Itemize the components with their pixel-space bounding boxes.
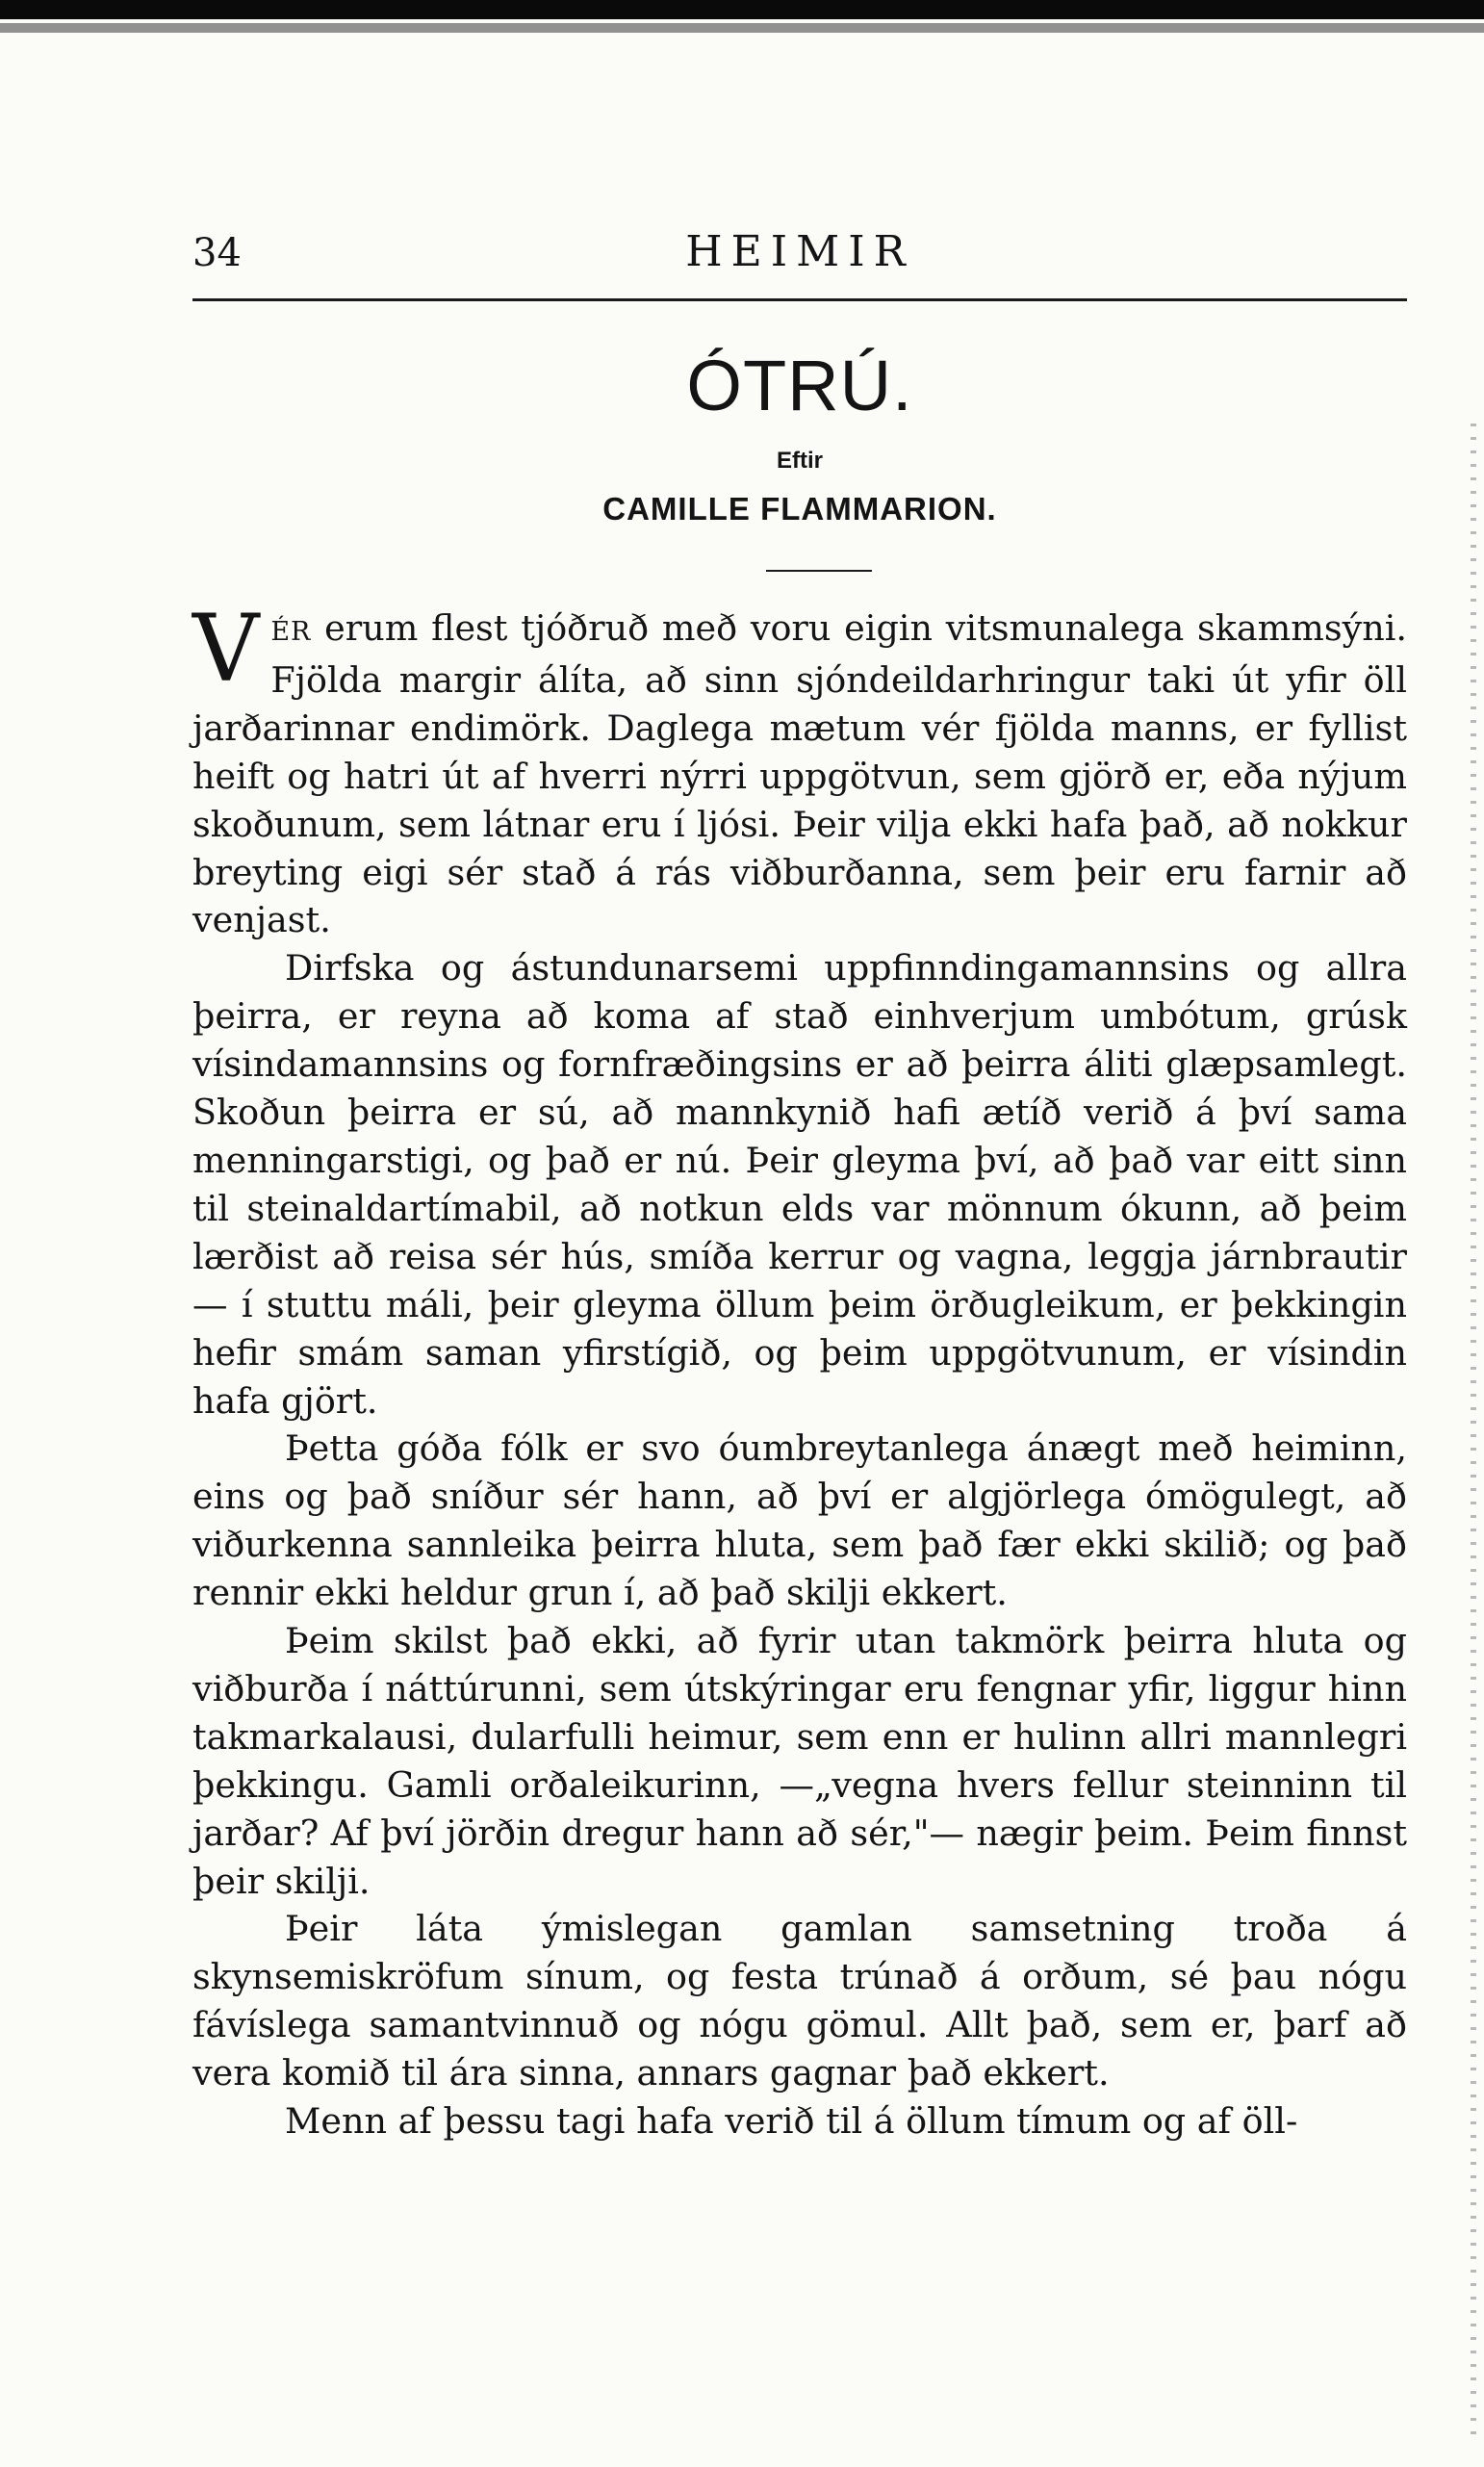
- byline-prefix: Eftir: [777, 448, 823, 474]
- paragraph: [192, 595, 1407, 944]
- running-title: HEIMIR: [685, 227, 914, 276]
- scan-top-shadow: [0, 23, 1484, 33]
- author-name: CAMILLE FLAMMARION.: [602, 491, 997, 527]
- page-number: 34: [192, 231, 242, 275]
- paragraph: Þeim skilst það ekki, að fyrir utan takmörk þeirra hluta og viðburða í náttúrunni, sem útskýringar eru fengnar yfir, liggur hinn takmarkalausi, dularfulli heimur, sem enn er hulinn allri mannlegri þekkingu. Gamli orðaleikurinn, —„vegna hvers fellur steinninn til jarðar? Af því jörðin dregur hann að sér,"— nægir þeim. Þeim finnst þeir skilji.: [192, 1620, 1407, 1902]
- running-header: [192, 223, 1407, 291]
- title-separator: [766, 570, 872, 572]
- article-body: [192, 595, 1407, 2146]
- paragraph: Þetta góða fólk er svo óumbreytanlega ánægt með heiminn, eins og það sníður sér hann, að því er algjörlega ómögulegt, að viðurkenna sannleika þeirra hluta, sem það fær ekki skilið; og það rennir ekki heldur grun í, að það skilji ekkert.: [192, 1427, 1407, 1614]
- paragraph: Dirfska og ástundunarsemi uppfinndingamannsins og allra þeirra, er reyna að koma af stað einhverjum umbótum, grúsk vísindamannsins og fornfræðingsins er að þeirra áliti glæpsamlegt. Skoðun þeirra er sú, að mannkynið hafi ætíð verið á því sama menningarstigi, og það er nú. Þeir gleyma því, að það var eitt sinn til steinaldartímabil, að notkun elds var mönnum ókunn, að þeim lærðist að reisa sér hús, smíða kerrur og vagna, leggja járnbrautir — í stuttu máli, þeir gleyma öllum þeim örðugleikum, er þekkingin hefir smám saman yfirstígið, og þeim uppgötvunum, er vísindin hafa gjört.: [192, 947, 1407, 1422]
- paragraph-text: erum flest tjóðruð með voru eigin vitsmunalega skammsýni. Fjölda margir álíta, að sinn sjóndeildarhringur taki út yfir öll jarðarinnar endimörk. Daglega mætum vér fjölda manns, er fyllist heift og hatri út af hverri nýrri uppgötvun, sem gjörð er, eða nýjum skoðunum, sem látnar eru í ljósi. Þeir vilja ekki hafa það, að nokkur breyting eigi sér stað á rás viðburðanna, sem þeir eru farnir að venjast.: [192, 607, 1407, 941]
- scan-top-border: [0, 0, 1484, 19]
- small-caps-lead: ÉR: [270, 617, 312, 647]
- paragraph: Menn af þessu tagi hafa verið til á öllum tímum og af öll-: [285, 2100, 1298, 2143]
- article-title: ÓTRÚ.: [686, 346, 913, 425]
- header-rule: [192, 298, 1407, 301]
- paragraph: Þeir láta ýmislegan gamlan samsetning troða á skynsemiskröfum sínum, og festa trúnað á orðum, sé þau nógu fávíslega samantvinnuð og nógu gömul. Allt það, sem er, þarf að vera komið til ára sinna, annars gagnar það ekkert.: [192, 1908, 1407, 2094]
- scan-right-edge: [1471, 424, 1476, 2445]
- drop-cap: V: [192, 595, 260, 703]
